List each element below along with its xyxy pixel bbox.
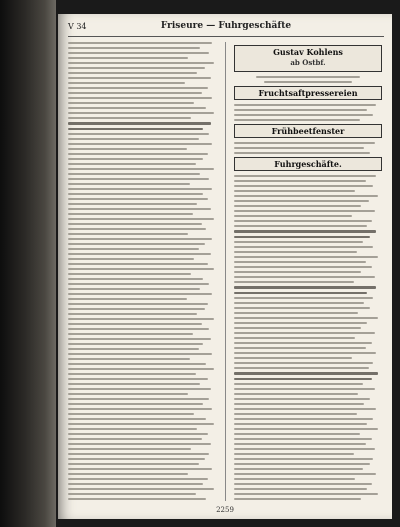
listing-line: [234, 142, 375, 144]
listing-line: [68, 278, 203, 280]
listing-line: [68, 203, 197, 205]
listing-line: [68, 283, 209, 285]
left-column: [68, 42, 218, 501]
listing-line: [68, 438, 202, 440]
listing-line: [234, 119, 360, 121]
listing-line: [234, 448, 375, 450]
listing-line: [68, 403, 203, 405]
listing-line: [68, 303, 208, 305]
listing-line: [234, 393, 358, 395]
listing-line: [234, 205, 361, 207]
listing-line: [234, 347, 366, 349]
listing-line: [68, 413, 194, 415]
listing-line: [68, 443, 211, 445]
listing-line: [234, 241, 363, 243]
listing-line: [234, 292, 367, 295]
listing-line: [234, 352, 376, 354]
listing-line: [234, 276, 375, 278]
listing-line: [68, 258, 194, 260]
page-number: V 34: [68, 22, 87, 31]
listing-line: [234, 104, 376, 106]
listing-line: [68, 128, 203, 131]
listing-line: [68, 153, 208, 155]
listing-line: [234, 225, 367, 227]
listing-line: [68, 238, 212, 240]
listing-line: [68, 97, 212, 99]
listing-line: [68, 77, 211, 79]
directory-page: [58, 14, 392, 519]
listing-line: [68, 72, 197, 74]
listing-line: [68, 62, 214, 64]
listing-line: [234, 185, 373, 187]
kohlens-subline: ab Ostbf.: [290, 58, 326, 67]
right-column: [234, 42, 382, 501]
listing-line: [68, 488, 214, 490]
listing-line: [234, 114, 373, 116]
listing-line: [68, 47, 200, 49]
listing-line: [68, 263, 208, 265]
listing-line: [68, 102, 194, 104]
listing-line: [234, 438, 372, 440]
listing-line: [234, 463, 370, 465]
listing-line: [68, 463, 199, 465]
listing-line: [234, 413, 357, 415]
listing-line: [68, 408, 212, 410]
listing-line: [68, 143, 212, 145]
listing-line: [234, 498, 361, 500]
listing-line: [68, 248, 199, 250]
listing-line: [68, 87, 208, 89]
listing-line: [234, 286, 376, 289]
page-footer: 2259: [216, 506, 234, 514]
listing-line: [68, 328, 209, 330]
listing-line: [68, 188, 212, 190]
listing-line: [68, 67, 205, 69]
listing-line: [68, 288, 200, 290]
listing-line: [234, 246, 373, 248]
listing-line: [234, 423, 367, 425]
listing-line: [234, 109, 367, 111]
listing-line: [234, 236, 370, 239]
listing-line: [68, 228, 206, 230]
running-head: Friseure — Fuhrgeschäfte: [160, 21, 292, 31]
listing-line: [256, 76, 360, 78]
book-spine: [0, 0, 56, 527]
listing-line: [234, 175, 376, 177]
listing-line: [68, 223, 202, 225]
listing-line: [234, 443, 366, 445]
kohlens-box: [234, 45, 382, 72]
listing-line: [68, 133, 209, 135]
listing-line: [234, 372, 378, 375]
listing-line: [234, 147, 364, 149]
listing-line: [234, 378, 372, 381]
listing-line: [234, 220, 372, 222]
listing-line: [68, 453, 209, 455]
listing-line: [234, 307, 370, 309]
listing-line: [68, 428, 197, 430]
listing-line: [234, 215, 352, 217]
listing-line: [68, 313, 197, 315]
listing-line: [234, 230, 376, 233]
listing-line: [68, 198, 208, 200]
kohlens-label: Gustav Kohlens: [273, 47, 343, 57]
listing-line: [68, 483, 203, 485]
listing-line: [234, 266, 372, 268]
listing-line: [234, 180, 366, 182]
listing-line: [234, 383, 363, 385]
listing-line: [68, 233, 188, 235]
listing-line: [234, 297, 373, 299]
listing-line: [234, 418, 373, 420]
listing-line: [68, 398, 209, 400]
listing-line: [68, 42, 212, 44]
listing-line: [68, 448, 191, 450]
fruehbeet-box: Frühbeetfenster: [234, 124, 382, 138]
listing-line: [68, 358, 190, 360]
column-divider: [225, 42, 226, 501]
listing-line: [68, 388, 211, 390]
listing-line: [68, 493, 196, 495]
listing-line: [234, 458, 373, 460]
listing-line: [68, 273, 191, 275]
listing-line: [234, 256, 378, 258]
listing-line: [234, 312, 358, 314]
listing-line: [68, 138, 199, 140]
listing-line: [234, 332, 375, 334]
listing-line: [234, 322, 367, 324]
listing-line: [234, 302, 364, 304]
listing-line: [68, 148, 187, 150]
listing-line: [68, 293, 212, 295]
listing-line: [234, 478, 355, 480]
listing-line: [68, 117, 191, 119]
listing-line: [68, 368, 214, 370]
listing-line: [234, 357, 352, 359]
listing-line: [234, 195, 378, 197]
listing-line: [68, 57, 188, 59]
listing-line: [68, 208, 211, 210]
listing-line: [264, 81, 353, 83]
listing-line: [234, 200, 369, 202]
listing-line: [68, 168, 214, 170]
listing-line: [234, 468, 363, 470]
listing-line: [68, 323, 202, 325]
header-rule: [68, 36, 384, 37]
listing-line: [68, 308, 205, 310]
listing-line: [234, 493, 378, 495]
listing-line: [234, 483, 372, 485]
listing-line: [234, 271, 361, 273]
listing-line: [68, 353, 212, 355]
listing-line: [68, 318, 214, 320]
listing-line: [68, 173, 200, 175]
listing-line: [68, 107, 206, 109]
listing-line: [68, 363, 206, 365]
listing-line: [68, 92, 202, 94]
listing-line: [68, 253, 211, 255]
listing-line: [68, 213, 193, 215]
listing-line: [68, 423, 214, 425]
listing-line: [234, 251, 357, 253]
listing-line: [68, 478, 208, 480]
listing-line: [234, 261, 366, 263]
listing-line: [234, 281, 354, 283]
listing-line: [68, 343, 203, 345]
listing-line: [234, 327, 361, 329]
listing-line: [68, 498, 206, 500]
listing-line: [68, 468, 212, 470]
listing-line: [68, 163, 196, 165]
fuhr-box: Fuhrgeschäfte.: [234, 157, 382, 171]
listing-line: [68, 298, 187, 300]
listing-line: [234, 433, 360, 435]
listing-line: [68, 473, 188, 475]
listing-line: [68, 193, 203, 195]
listing-line: [68, 348, 199, 350]
listing-line: [234, 403, 364, 405]
listing-line: [68, 268, 214, 270]
listing-line: [234, 453, 354, 455]
listing-line: [68, 183, 190, 185]
listing-line: [68, 378, 208, 380]
listing-line: [234, 473, 376, 475]
listing-line: [234, 342, 372, 344]
listing-line: [68, 393, 188, 395]
listing-line: [234, 398, 370, 400]
listing-line: [68, 52, 209, 54]
listing-line: [68, 383, 200, 385]
listing-line: [68, 373, 196, 375]
listing-line: [68, 218, 214, 220]
listing-line: [234, 337, 355, 339]
listing-line: [68, 418, 206, 420]
listing-line: [234, 190, 355, 192]
listing-line: [234, 210, 375, 212]
listing-line: [68, 82, 185, 84]
listing-line: [234, 488, 367, 490]
listing-line: [234, 367, 369, 369]
listing-line: [68, 112, 214, 114]
listing-line: [68, 338, 211, 340]
listing-line: [68, 178, 209, 180]
listing-line: [68, 122, 211, 125]
listing-line: [68, 158, 203, 160]
listing-line: [234, 362, 373, 364]
listing-line: [234, 428, 378, 430]
listing-line: [68, 458, 205, 460]
fruchtsaft-box: Fruchtsaftpressereien: [234, 86, 382, 100]
listing-line: [234, 152, 370, 154]
listing-line: [234, 317, 378, 319]
listing-line: [68, 333, 193, 335]
listing-line: [234, 388, 375, 390]
listing-line: [68, 243, 205, 245]
listing-line: [68, 433, 208, 435]
listing-line: [234, 408, 376, 410]
